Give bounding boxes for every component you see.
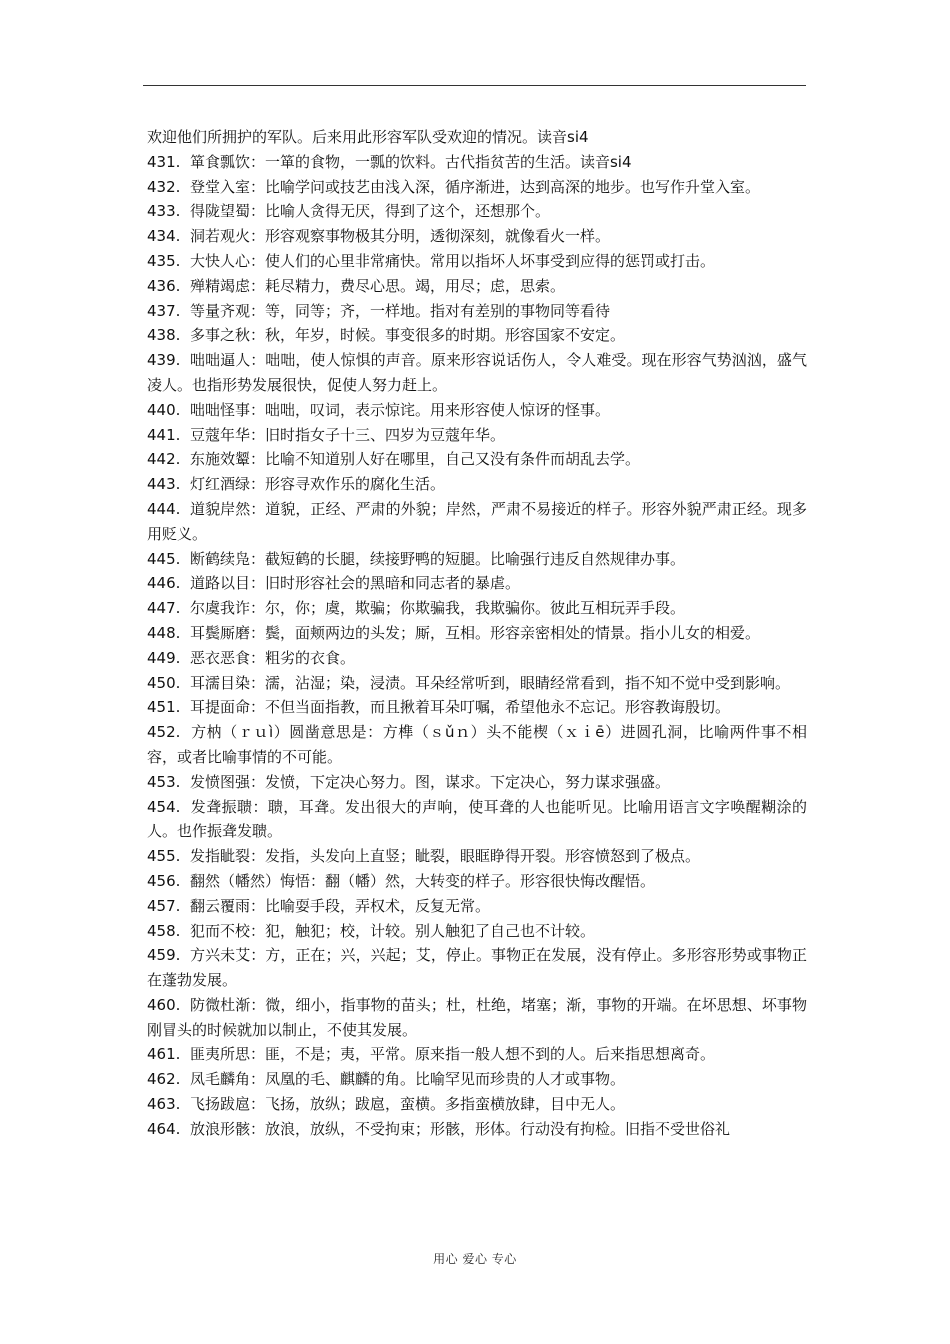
entry-number: 457. <box>147 896 181 915</box>
entry-text: 殚精竭虑：耗尽精力，费尽心思。竭，用尽；虑，思索。 <box>189 276 565 295</box>
entry-number: 462. <box>147 1070 181 1089</box>
idiom-entry <box>147 621 807 646</box>
idiom-entry <box>147 720 807 770</box>
entry-number: 442. <box>147 450 181 469</box>
entry-text: 发聋振聩：聩，耳聋。发出很大的声响，使耳聋的人也能听见。比喻用语言文字唤醒糊涂的人。也作振聋发聩。 <box>147 797 807 841</box>
entry-number: 461. <box>147 1045 181 1064</box>
entry-text: 道貌岸然：道貌，正经、严肃的外貌；岸然，严肃不易接近的样子。形容外貌严肃正经。现多用贬义。 <box>147 499 807 543</box>
entry-number: 440. <box>147 400 181 419</box>
entry-text: 翻然（幡然）悔悟：翻（幡）然，大转变的样子。形容很快悔改醒悟。 <box>189 871 655 890</box>
idiom-entry <box>147 646 807 671</box>
entry-text: 灯红酒绿：形容寻欢作乐的腐化生活。 <box>189 475 445 494</box>
idiom-entry <box>147 199 807 224</box>
entry-text: 等量齐观：等，同等；齐，一样地。指对有差别的事物同等看待 <box>189 301 610 320</box>
entry-number: 454. <box>147 797 181 816</box>
entry-number: 450. <box>147 673 181 692</box>
idiom-entry <box>147 770 807 795</box>
entry-number: 446. <box>147 574 181 593</box>
entry-number: 432. <box>147 177 181 196</box>
entry-text: 尔虞我诈：尔，你；虞，欺骗；你欺骗我，我欺骗你。彼此互相玩弄手段。 <box>189 599 685 618</box>
entry-text: 发指眦裂：发指，头发向上直竖；眦裂，眼眶睁得开裂。形容愤怒到了极点。 <box>189 847 700 866</box>
idiom-entry <box>147 150 807 175</box>
entry-number: 452. <box>147 723 181 742</box>
idiom-entry <box>147 497 807 547</box>
entry-text: 豆蔻年华：旧时指女子十三、四岁为豆蔻年华。 <box>189 425 505 444</box>
idiom-entry <box>147 894 807 919</box>
entry-text: 咄咄逼人：咄咄，使人惊惧的声音。原来形容说话伤人，令人难受。现在形容气势汹汹，盛气凌人。也指形势发展很快，促使人努力赶上。 <box>147 351 807 394</box>
entry-number: 433. <box>147 202 181 221</box>
idiom-entry <box>147 1042 807 1067</box>
entry-text: 洞若观火：形容观察事物极其分明，透彻深刻，就像看火一样。 <box>189 227 610 246</box>
idiom-entry <box>147 844 807 869</box>
entry-number: 456. <box>147 871 181 890</box>
entry-text: 多事之秋：秋，年岁，时候。事变很多的时期。形容国家不安定。 <box>189 326 625 345</box>
document-body <box>147 125 807 1142</box>
idiom-entry <box>147 274 807 299</box>
idiom-entry <box>147 919 807 944</box>
idiom-entry <box>147 423 807 448</box>
entry-number: 464. <box>147 1119 181 1138</box>
idiom-entry <box>147 943 807 993</box>
idiom-entry <box>147 695 807 720</box>
idiom-entry <box>147 175 807 200</box>
idiom-entry <box>147 348 807 398</box>
entry-text: 防微杜渐：微，细小，指事物的苗头；杜，杜绝，堵塞；渐，事物的开端。在坏思想、坏事物刚冒头的时候就加以制止，不使其发展。 <box>147 995 807 1039</box>
entry-text: 耳濡目染：濡，沾湿；染，浸渍。耳朵经常听到，眼睛经常看到，指不知不觉中受到影响。 <box>189 673 790 692</box>
entry-number: 460. <box>147 995 181 1014</box>
entry-text: 发愤图强：发愤，下定决心努力。图，谋求。下定决心，努力谋求强盛。 <box>189 772 670 791</box>
idiom-entry <box>147 472 807 497</box>
entry-text: 登堂入室：比喻学问或技艺由浅入深，循序渐进，达到高深的地步。也写作升堂入室。 <box>189 177 760 196</box>
entry-number: 434. <box>147 227 181 246</box>
idiom-entry <box>147 299 807 324</box>
entry-text: 方枘（ｒｕì）圆凿意思是：方榫（ｓǔｎ）头不能楔（ｘｉē）进圆孔洞，比喻两件事不相容，或者比喻事情的不可能。 <box>147 723 807 766</box>
entry-number: 439. <box>147 351 181 370</box>
entry-number: 437. <box>147 301 181 320</box>
entry-text: 道路以目：旧时形容社会的黑暗和同志者的暴虐。 <box>189 574 520 593</box>
entry-text: 方兴未艾：方，正在；兴，兴起；艾，停止。事物正在发展，没有停止。多形容形势或事物正在蓬勃发展。 <box>147 946 807 990</box>
entry-number: 445. <box>147 549 181 568</box>
header-rule <box>143 85 806 86</box>
entry-number: 435. <box>147 251 181 270</box>
entry-text: 匪夷所思：匪，不是；夷，平常。原来指一般人想不到的人。后来指思想离奇。 <box>189 1045 715 1064</box>
idiom-entry <box>147 571 807 596</box>
entry-text: 箪食瓢饮：一箪的食物，一瓢的饮料。古代指贫苦的生活。读音si4 <box>189 152 632 171</box>
entry-number: 448. <box>147 623 181 642</box>
idiom-entry <box>147 1067 807 1092</box>
entry-text: 耳鬓厮磨：鬓，面颊两边的头发；厮，互相。形容亲密相处的情景。指小儿女的相爱。 <box>189 623 760 642</box>
entry-number: 455. <box>147 847 181 866</box>
idiom-entry <box>147 795 807 845</box>
idiom-entry <box>147 671 807 696</box>
idiom-list <box>147 150 807 1142</box>
entry-number: 441. <box>147 425 181 444</box>
idiom-entry <box>147 596 807 621</box>
intro-paragraph: 欢迎他们所拥护的军队。后来用此形容军队受欢迎的情况。读音si4 <box>147 128 589 146</box>
idiom-entry <box>147 398 807 423</box>
entry-number: 463. <box>147 1095 181 1114</box>
idiom-entry <box>147 547 807 572</box>
entry-number: 436. <box>147 276 181 295</box>
entry-text: 东施效颦：比喻不知道别人好在哪里，自己又没有条件而胡乱去学。 <box>189 450 640 469</box>
idiom-entry <box>147 1092 807 1117</box>
entry-number: 447. <box>147 599 181 618</box>
entry-text: 断鹤续凫：截短鹤的长腿，续接野鸭的短腿。比喻强行违反自然规律办事。 <box>189 549 685 568</box>
entry-text: 凤毛麟角：凤凰的毛、麒麟的角。比喻罕见而珍贵的人才或事物。 <box>189 1070 625 1089</box>
entry-text: 咄咄怪事：咄咄，叹词，表示惊诧。用来形容使人惊讶的怪事。 <box>189 400 610 419</box>
idiom-entry <box>147 323 807 348</box>
idiom-entry <box>147 993 807 1043</box>
page-footer: 用心 爱心 专心 <box>433 1252 517 1266</box>
entry-number: 453. <box>147 772 181 791</box>
idiom-entry <box>147 224 807 249</box>
entry-number: 451. <box>147 698 181 717</box>
entry-number: 444. <box>147 499 181 518</box>
entry-number: 438. <box>147 326 181 345</box>
entry-text: 恶衣恶食：粗劣的衣食。 <box>189 648 355 667</box>
idiom-entry <box>147 869 807 894</box>
entry-text: 大快人心：使人们的心里非常痛快。常用以指坏人坏事受到应得的惩罚或打击。 <box>189 251 715 270</box>
entry-text: 放浪形骸：放浪，放纵，不受拘束；形骸，形体。行动没有拘检。旧指不受世俗礼 <box>189 1119 730 1138</box>
entry-text: 犯而不校：犯，触犯；校，计较。别人触犯了自己也不计较。 <box>189 921 595 940</box>
entry-number: 431. <box>147 152 181 171</box>
idiom-entry <box>147 447 807 472</box>
entry-number: 458. <box>147 921 181 940</box>
entry-number: 443. <box>147 475 181 494</box>
entry-text: 得陇望蜀：比喻人贪得无厌，得到了这个，还想那个。 <box>189 202 550 221</box>
entry-text: 飞扬跋扈：飞扬，放纵；跋扈，蛮横。多指蛮横放肆，目中无人。 <box>189 1095 625 1114</box>
entry-text: 翻云覆雨：比喻耍手段，弄权术，反复无常。 <box>189 896 490 915</box>
entry-number: 449. <box>147 648 181 667</box>
entry-text: 耳提面命：不但当面指教，而且揪着耳朵叮嘱，希望他永不忘记。形容教诲殷切。 <box>189 698 730 717</box>
entry-number: 459. <box>147 946 181 965</box>
idiom-entry <box>147 249 807 274</box>
idiom-entry <box>147 1117 807 1142</box>
